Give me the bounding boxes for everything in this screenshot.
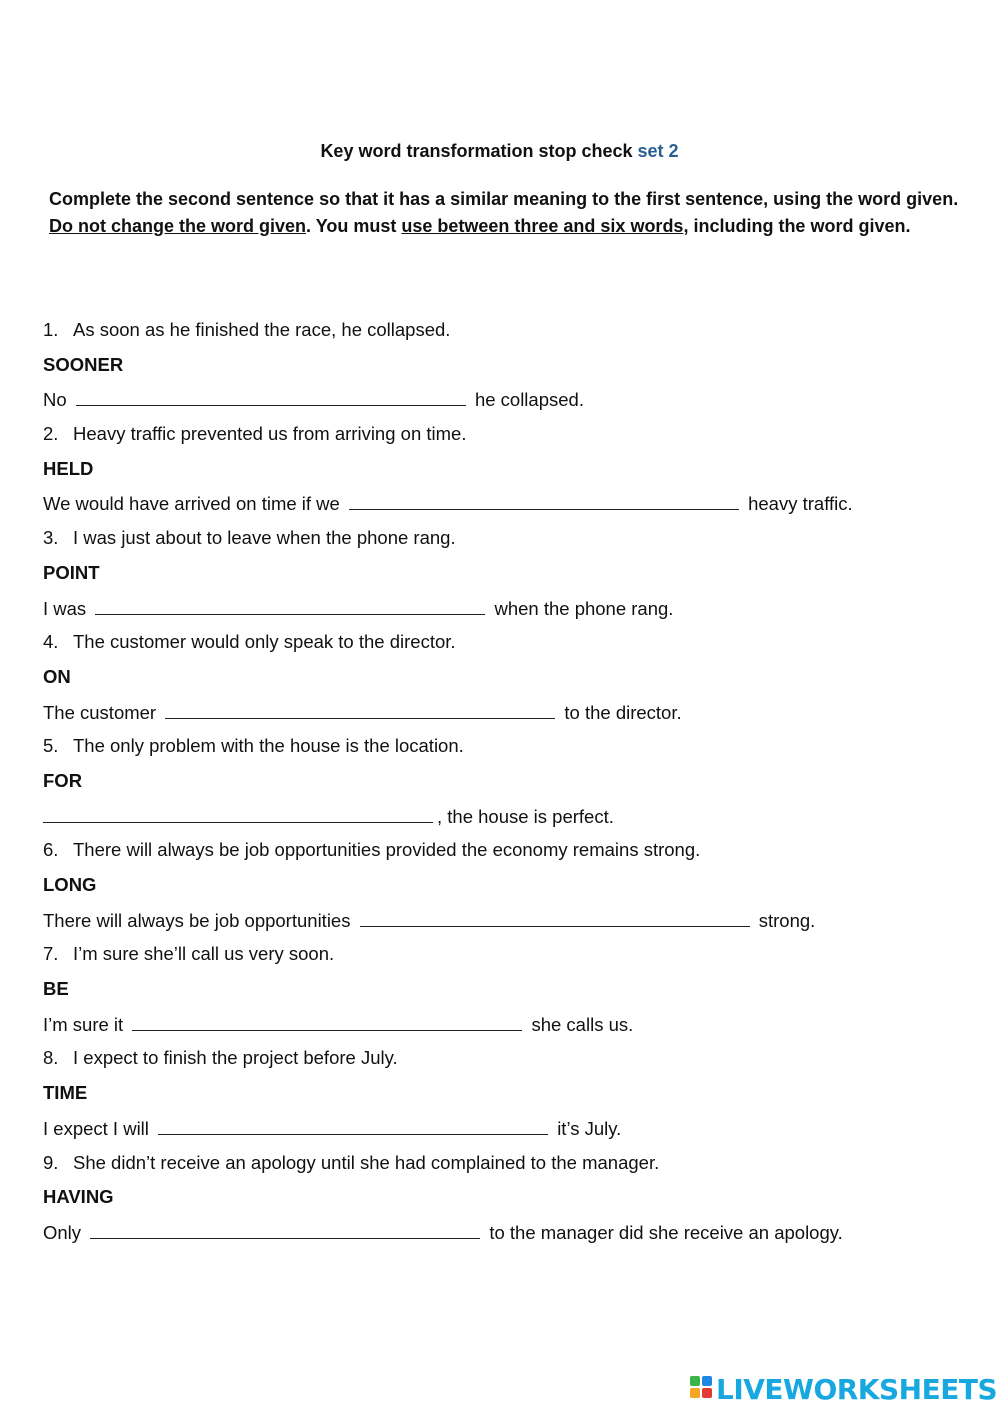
question-sentence xyxy=(43,630,973,665)
question-sentence xyxy=(43,422,973,457)
instructions-part1: Complete the second sentence so that it has a similar meaning to the first sentence, using the word given. xyxy=(49,189,959,209)
instructions-part3: . You must xyxy=(306,216,402,236)
answer-line xyxy=(43,804,973,839)
instructions-word-count: use between three and six words xyxy=(401,216,684,236)
original-sentence: She didn’t receive an apology until she had complained to the manager. xyxy=(73,1151,660,1173)
keyword: ON xyxy=(43,665,71,687)
keyword: SOONER xyxy=(43,353,124,375)
question-number: 2. xyxy=(43,423,59,445)
answer-suffix: when the phone rang. xyxy=(494,597,674,619)
title-set: set 2 xyxy=(637,141,679,161)
logo-text: LIVEWORKSHEETS xyxy=(716,1372,998,1406)
question-sentence xyxy=(43,1046,973,1081)
answer-line xyxy=(43,387,973,422)
question-number: 5. xyxy=(43,735,59,757)
worksheet-title xyxy=(0,141,999,162)
answer-prefix: I was xyxy=(43,597,87,619)
original-sentence: I’m sure she’ll call us very soon. xyxy=(73,943,335,965)
question-number: 7. xyxy=(43,943,59,965)
keyword: FOR xyxy=(43,769,83,791)
answer-prefix: I expect I will xyxy=(43,1117,149,1139)
question-sentence xyxy=(43,318,973,353)
question-number: 3. xyxy=(43,527,59,549)
instructions-do-not-change: Do not change the word given xyxy=(49,216,307,236)
answer-blank[interactable] xyxy=(158,1116,548,1135)
answer-blank[interactable] xyxy=(90,1220,480,1239)
answer-line xyxy=(43,908,973,943)
keyword: HAVING xyxy=(43,1186,114,1208)
keyword: LONG xyxy=(43,874,97,895)
answer-blank[interactable] xyxy=(165,700,555,719)
question-sentence xyxy=(43,1151,973,1186)
keyword: BE xyxy=(43,978,69,1000)
answer-line xyxy=(43,1116,973,1151)
answer-suffix: to the manager did she receive an apology. xyxy=(489,1221,843,1243)
instructions xyxy=(49,186,969,240)
keyword: POINT xyxy=(43,561,100,583)
question-number: 4. xyxy=(43,631,59,653)
answer-prefix: The customer xyxy=(43,701,157,723)
original-sentence: I expect to finish the project before July. xyxy=(73,1047,398,1069)
keyword: HELD xyxy=(43,457,94,479)
answer-prefix: I’m sure it xyxy=(43,1013,124,1035)
original-sentence: I was just about to leave when the phone rang. xyxy=(73,527,456,549)
question-sentence xyxy=(43,734,973,769)
question-number: 8. xyxy=(43,1047,59,1069)
answer-line xyxy=(43,700,973,735)
answer-suffix: it’s July. xyxy=(557,1117,622,1139)
liveworksheets-logo-icon xyxy=(690,1376,714,1402)
answer-prefix: There will always be job opportunities xyxy=(43,909,351,931)
question-sentence xyxy=(43,526,973,561)
question-sentence xyxy=(43,942,973,977)
answer-suffix: she calls us. xyxy=(531,1013,634,1035)
answer-blank[interactable] xyxy=(76,387,466,406)
answer-suffix: strong. xyxy=(758,909,816,931)
answer-blank[interactable] xyxy=(349,491,739,510)
keyword: TIME xyxy=(43,1082,88,1104)
answer-prefix: Only xyxy=(43,1221,82,1243)
answer-blank[interactable] xyxy=(95,596,485,615)
answer-prefix: No xyxy=(43,389,67,411)
answer-blank[interactable] xyxy=(360,908,750,927)
question-number: 6. xyxy=(43,839,59,861)
question-sentence xyxy=(43,838,973,873)
instructions-part5: , including the word given. xyxy=(683,216,911,236)
question-number: 9. xyxy=(43,1151,59,1173)
answer-line xyxy=(43,1012,973,1047)
answer-line xyxy=(43,1220,973,1255)
answer-line xyxy=(43,491,973,526)
original-sentence: The customer would only speak to the director. xyxy=(73,631,456,653)
original-sentence: There will always be job opportunities provided the economy remains strong. xyxy=(73,839,701,861)
original-sentence: Heavy traffic prevented us from arriving on time. xyxy=(73,423,467,445)
original-sentence: As soon as he finished the race, he collapsed. xyxy=(73,319,451,340)
question-list xyxy=(43,318,973,1255)
answer-suffix: he collapsed. xyxy=(474,389,584,411)
answer-prefix: We would have arrived on time if we xyxy=(43,493,340,515)
answer-line xyxy=(43,596,973,631)
answer-suffix: to the director. xyxy=(564,701,682,723)
answer-suffix: heavy traffic. xyxy=(748,493,853,515)
original-sentence: The only problem with the house is the location. xyxy=(73,735,464,757)
liveworksheets-logo xyxy=(690,1372,997,1406)
question-number: 1. xyxy=(43,319,59,340)
answer-suffix: , the house is perfect. xyxy=(437,805,614,827)
answer-blank[interactable] xyxy=(43,804,433,823)
title-main: Key word transformation stop check xyxy=(320,141,633,161)
answer-blank[interactable] xyxy=(132,1012,522,1031)
